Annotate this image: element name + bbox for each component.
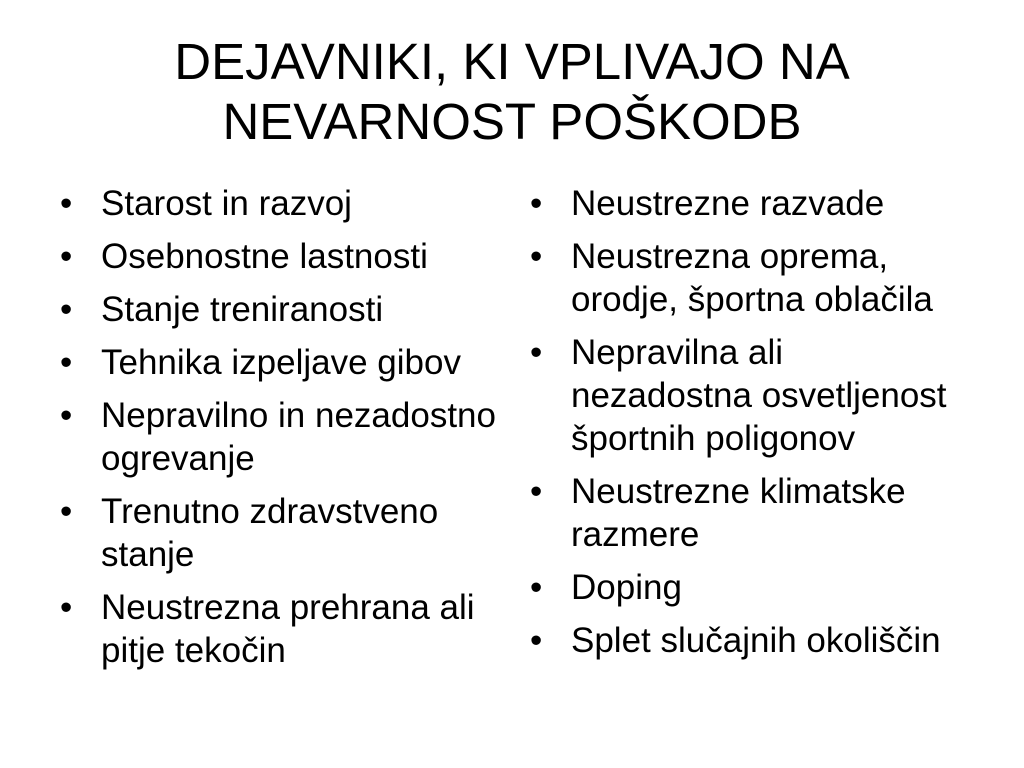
list-item-text: Stanje treniranosti xyxy=(101,290,384,329)
list-item-text: Neustrezna prehrana ali pitje tekočin xyxy=(101,588,475,670)
list-item xyxy=(530,182,970,225)
slide-title-line-1: DEJAVNIKI, KI VPLIVAJO NA xyxy=(174,33,850,90)
bullet-icon: • xyxy=(60,492,73,531)
list-item-text: Neustrezne klimatske razmere xyxy=(571,472,906,554)
list-item xyxy=(530,566,970,609)
list-item xyxy=(60,394,500,480)
bullet-icon: • xyxy=(60,343,73,382)
bullet-icon: • xyxy=(530,568,543,607)
list-item xyxy=(60,288,500,331)
list-item-text: Splet slučajnih okoliščin xyxy=(571,621,941,660)
list-item xyxy=(60,182,500,225)
list-item xyxy=(60,490,500,576)
bullet-icon: • xyxy=(60,290,73,329)
right-bullet-list xyxy=(530,182,970,672)
bullet-icon: • xyxy=(530,472,543,511)
bullet-icon: • xyxy=(530,333,543,372)
slide-title xyxy=(0,32,1024,152)
list-item-text: Starost in razvoj xyxy=(101,184,352,223)
list-item xyxy=(530,470,970,556)
list-item-text: Nepravilno in nezadostno ogrevanje xyxy=(101,396,496,478)
bullet-icon: • xyxy=(60,237,73,276)
bullet-icon: • xyxy=(530,621,543,660)
left-bullet-list xyxy=(60,182,500,682)
list-item xyxy=(530,619,970,662)
list-item-text: Neustrezne razvade xyxy=(571,184,885,223)
bullet-icon: • xyxy=(60,184,73,223)
bullet-icon: • xyxy=(530,184,543,223)
list-item-text: Tehnika izpeljave gibov xyxy=(101,343,461,382)
list-item-text: Neustrezna oprema, orodje, športna oblačila xyxy=(571,237,933,319)
list-item xyxy=(60,235,500,278)
bullet-icon: • xyxy=(60,396,73,435)
list-item xyxy=(530,235,970,321)
list-item-text: Doping xyxy=(571,568,682,607)
slide-title-line-2: NEVARNOST POŠKODB xyxy=(222,93,802,150)
list-item-text: Nepravilna ali nezadostna osvetljenost športnih poligonov xyxy=(571,333,947,458)
bullet-icon: • xyxy=(60,588,73,627)
list-item xyxy=(60,341,500,384)
list-item-text: Osebnostne lastnosti xyxy=(101,237,428,276)
list-item xyxy=(530,331,970,460)
list-item-text: Trenutno zdravstveno stanje xyxy=(101,492,439,574)
list-item xyxy=(60,586,500,672)
bullet-icon: • xyxy=(530,237,543,276)
